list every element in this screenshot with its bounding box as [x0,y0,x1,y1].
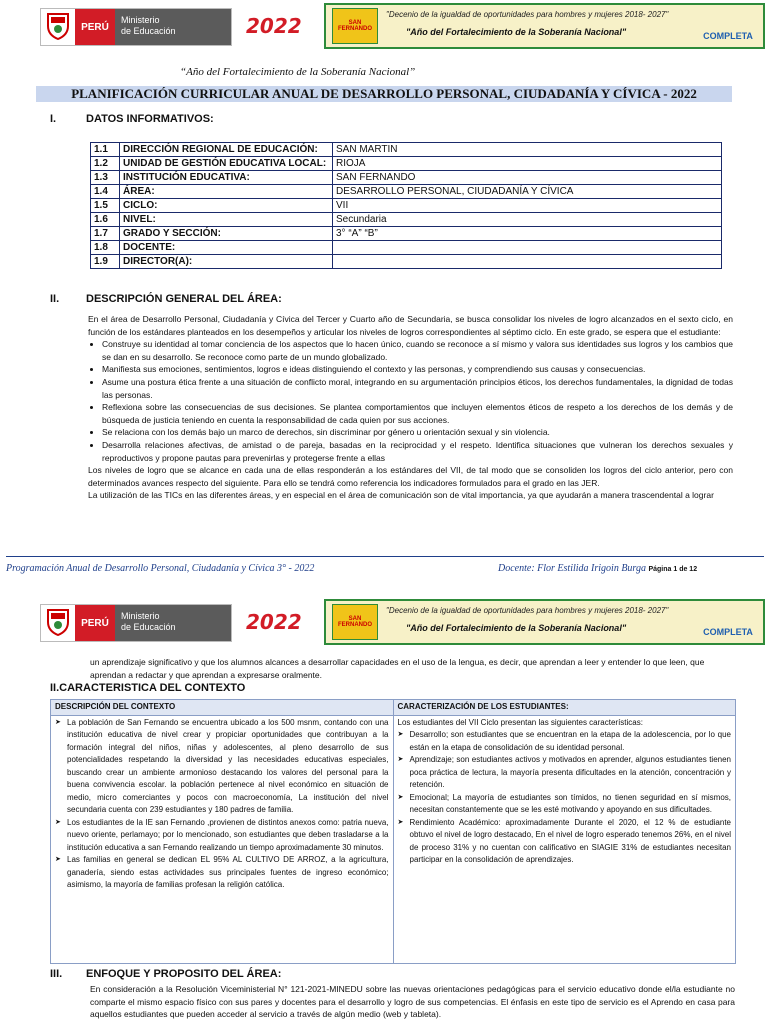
minedu-logo [40,8,232,46]
info-number: 1.1 [91,143,120,157]
ministerio-line1: Ministerio [121,611,160,621]
school-logo: SAN FERNANDO [332,8,378,44]
desc-bullet: • Se relaciona con los demás bajo un marco de derechos, sin discriminar por género u orientación sexual y sin violencia. [102,426,733,439]
info-value: SAN MARTIN [333,143,722,157]
info-row [91,157,722,171]
banner-line1: "Decenio de la igualdad de oportunidades para hombres y mujeres 2018- 2027" [386,10,669,19]
ministerio-line2: de Educación [121,26,176,36]
year-logo: 2022 [246,610,302,634]
info-value [333,241,722,255]
desc-bullet: • Manifiesta sus emociones, sentimientos, logros e ideas distinguiendo el contexto y las personas, y comprendiendo sus causas y consecuencias. [102,363,733,376]
page-number: Página 1 de 12 [648,566,698,573]
peru-label: PERÚ [75,9,115,45]
info-key: INSTITUCIÓN EDUCATIVA: [120,171,333,185]
info-number: 1.2 [91,157,120,171]
desc-intro: En el área de Desarrollo Personal, Ciudadanía y Cívica del Tercer y Cuarto año de Secundaria, se busca consolidar los niveles de logro alcanzados en el sexto ciclo, en función de los estándares planteados en los desempeños y articular los niveles de logros correspondientes al séptimo ciclo. En este grado, se espera que el estudiante: [88,314,733,337]
desc-paragraph-2: Los niveles de logro que se alcance en cada una de ellas responderán a los estándares del VII, de tal modo que se consoliden los logros del ciclo anterior, pero con determinados avances respecto del siguiente. Para ello se tendrá como referencia los indicadores formulados para el grado en las JER. [88,465,733,488]
page-header-2 [0,596,768,642]
banner [324,599,765,645]
banner-line1: "Decenio de la igualdad de oportunidades para hombres y mujeres 2018- 2027" [386,606,669,615]
info-number: 1.3 [91,171,120,185]
banner-line2: "Año del Fortalecimiento de la Soberanía Nacional" [406,27,627,37]
info-row [91,143,722,157]
info-key: ÁREA: [120,185,333,199]
context-table [50,699,736,964]
info-number: 1.7 [91,227,120,241]
page-footer [6,556,764,574]
continuation-paragraph: un aprendizaje significativo y que los alumnos alcances a desarrollar capacidades en el uso de la lengua, es decir, que aprendan a leer y entender lo que leen, que aprendan a redactar y que aprendan a expresarse oralmente. [90,657,705,680]
info-key: NIVEL: [120,213,333,227]
desc-bullet: • Desarrolla relaciones afectivas, de amistad o de pareja, basadas en la reciprocidad y el respeto. Identifica situaciones que vulneran los derechos sexuales y reproductivos y propone pautas para prevenirlas y protegerse frente a ellas [102,439,733,464]
context-list [55,717,389,892]
ministerio-line1: Ministerio [121,15,160,25]
info-number: 1.8 [91,241,120,255]
info-value: RIOJA [333,157,722,171]
info-row [91,241,722,255]
students-intro: Los estudiantes del VII Ciclo presentan las siguientes características: [397,717,643,727]
page-header [0,0,768,46]
info-key: GRADO Y SECCIÓN: [120,227,333,241]
year-logo: 2022 [246,14,302,38]
banner-line2: "Año del Fortalecimiento de la Soberanía Nacional" [406,623,627,633]
info-value: DESARROLLO PERSONAL, CIUDADANÍA Y CÍVICA [333,185,722,199]
peru-shield-icon [41,605,75,639]
students-characterization-cell [393,715,736,963]
info-row [91,171,722,185]
section-label: ENFOQUE Y PROPOSITO DEL ÁREA: [86,968,282,980]
info-row [91,213,722,227]
info-row [91,185,722,199]
completa-logo: COMPLETA [703,627,753,637]
info-number: 1.4 [91,185,120,199]
student-characteristic: ➤ Desarrollo; son estudiantes que se encuentran en la etapa de la adolescencia, por lo que están en la etapa de consolidación de su identidad personal. [410,729,732,754]
info-row [91,255,722,269]
info-number: 1.9 [91,255,120,269]
info-key: CICLO: [120,199,333,213]
footer-teacher [498,563,697,574]
info-number: 1.6 [91,213,120,227]
info-key: DOCENTE: [120,241,333,255]
year-quote: “Año del Fortalecimiento de la Soberanía Nacional” [180,66,416,78]
peru-label: PERÚ [75,605,115,641]
desc-bullet-list [88,338,733,464]
datos-informativos-table [90,142,722,269]
area-description [88,313,733,502]
context-col2-header: CARACTERIZACIÓN DE LOS ESTUDIANTES: [393,700,736,716]
enfoque-paragraph: En consideración a la Resolución Viceministerial N° 121-2021-MINEDU sobre las nuevas orientaciones pedagógicas para el servicio educativo donde el/la estudiante no comparte el mismo espacio físico con sus pares y docentes para el desarrollo y logro de sus competencias. El énfasis en este tipo de servicio es el Aprendo en casa para aquellos estudiantes que pueden acceder al servicio a través de algún medio (web y tableta). [90,984,735,1020]
info-key: DIRECTOR(A): [120,255,333,269]
desc-paragraph-3: La utilización de las TICs en las diferentes áreas, y en especial en el área de comunicación son de vital importancia, ya que ayudarán a manera trascendental a lograr [88,490,714,501]
desc-bullet: • Construye su identidad al tomar conciencia de los aspectos que lo hacen único, cuando se reconoce a sí mismo y valora sus identidades sus logros y los cambios que se dan en su desarrollo. Se reconoce como parte de un mundo globalizado. [102,338,733,363]
section-number: II. [50,293,60,305]
info-value: Secundaria [333,213,722,227]
section-label: DESCRIPCIÓN GENERAL DEL ÁREA: [86,293,282,305]
page-title: PLANIFICACIÓN CURRICULAR ANUAL DE DESARROLLO PERSONAL, CIUDADANÍA Y CÍVICA - 2022 [36,86,732,102]
peru-shield-icon [41,9,75,43]
context-item: ➤ Las familias en general se dedican EL 95% AL CULTIVO DE ARROZ, a la agricultura, ganadería, siendo estas actividades sus principales fuentes de ingreso económico; asimismo, la mayoría de familias profesan la religión católica. [67,854,389,892]
ministerio-line2: de Educación [121,622,176,632]
section-number: I. [50,113,57,125]
info-number: 1.5 [91,199,120,213]
footer-program: Programación Anual de Desarrollo Personal, Ciudadanía y Cívica 3° - 2022 [6,563,315,574]
student-characteristic: ➤ Aprendizaje; son estudiantes activos y motivados en aprender, algunos estudiantes tienen poca práctica de lectura, la mayoría presenta dificultades en la atención, concentración y retención. [410,754,732,792]
context-item: ➤ Los estudiantes de la IE san Fernando ,provienen de distintos anexos como: patria nueva, nuevo oriente, perlamayo; por lo mencionado, son estudiantes que deben trasladarse a la institución educativa a san Fernando realizando un tiempo aproximadamente 30 minutos. [67,817,389,855]
context-description-cell [51,715,394,963]
section-3-heading [50,968,282,980]
school-logo: SAN FERNANDO [332,604,378,640]
footer-teacher-name: Docente: Flor Estilida Irigoin Burga [498,563,646,574]
banner [324,3,765,49]
ministerio-label [115,605,231,641]
student-characteristic: ➤ Emocional; La mayoría de estudiantes son tímidos, no tienen seguridad en sí mismos, necesitan constantemente que se les esté motivando y apoyando en sus dificultades. [410,792,732,817]
student-characteristic: ➤ Rendimiento Académico: aproximadamente Durante el 2020, el 12 % de estudiante obtuvo el nivel de logro destacado, En el nivel de logro esperado tenemos 26%, en el nivel de proceso 31% y no cuentan con calificativo en SIAGIE 31% de estudiantes necesitan participar en la consolidación de aprendizajes. [410,817,732,867]
desc-bullet: • Reflexiona sobre las consecuencias de sus decisiones. Se plantea comportamientos que incluyen elementos éticos de respeto a los derechos de los demás y de búsqueda de justicia teniendo en cuenta la responsabilidad de cada quien por sus acciones. [102,401,733,426]
completa-logo: COMPLETA [703,31,753,41]
section-context-heading: II.CARACTERISTICA DEL CONTEXTO [50,682,246,694]
info-value: VII [333,199,722,213]
info-value: SAN FERNANDO [333,171,722,185]
ministerio-label [115,9,231,45]
info-key: DIRECCIÓN REGIONAL DE EDUCACIÓN: [120,143,333,157]
section-label: DATOS INFORMATIVOS: [86,113,214,125]
context-col1-header: DESCRIPCIÓN DEL CONTEXTO [51,700,394,716]
info-value [333,255,722,269]
context-item: ➤ La población de San Fernando se encuentra ubicado a los 500 msnm, contando con una institución educativa de nivel crear y propiciar oportunidades que contribuyan a la formación integral del niños, niñas y adolescentes, al pleno desarrollo de sus potencialidades respetando la diversidad y las necesidades educativas especiales, buscando crear un ambiente armonioso destacando los valores del personal para la buena convivencia escolar. la población pertenece al nivel económico en situación de medio, micro comerciantes y pocos con macroeconomía, La institución del nivel secundaria cuenta con 239 estudiantes y 180 padres de familia. [67,717,389,817]
info-key: UNIDAD DE GESTIÓN EDUCATIVA LOCAL: [120,157,333,171]
section-number: III. [50,968,63,980]
students-list [398,729,732,867]
info-row [91,227,722,241]
minedu-logo [40,604,232,642]
info-row [91,199,722,213]
info-value: 3° “A” “B” [333,227,722,241]
desc-bullet: • Asume una postura ética frente a una situación de conflicto moral, integrando en su argumentación principios éticos, los derechos fundamentales, la dignidad de todas las personas. [102,376,733,401]
